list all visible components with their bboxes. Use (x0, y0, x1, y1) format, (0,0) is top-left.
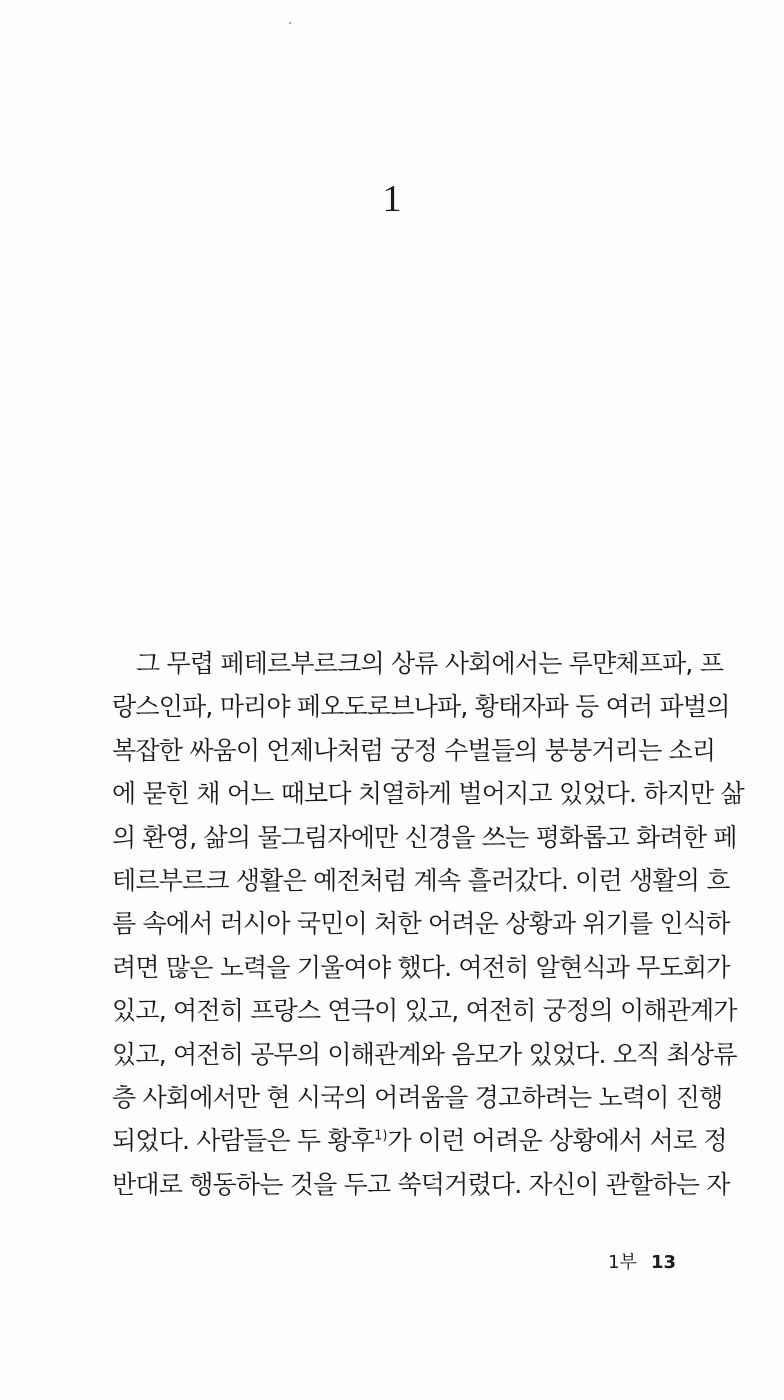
text-line: 테르부르크 생활은 예전처럼 계속 흘러갔다. 이런 생활의 흐 (112, 865, 730, 895)
text-line: 있고, 여전히 프랑스 연극이 있고, 여전히 궁정의 이해관계가 (112, 996, 737, 1026)
text-segment: 가 이런 어려운 상황에서 서로 정 (387, 1126, 727, 1156)
text-line: 의 환영, 삶의 물그림자에만 신경을 쓰는 평화롭고 화려한 페 (112, 822, 737, 852)
text-line: 에 묻힌 채 어느 때보다 치열하게 벌어지고 있었다. 하지만 삶 (112, 779, 744, 809)
text-line: 반대로 행동하는 것을 두고 쑥덕거렸다. 자신이 관할하는 자 (112, 1169, 730, 1199)
text-line-with-footnote (112, 1119, 727, 1162)
text-line: 그 무렵 페테르부르크의 상류 사회에서는 루먄체프파, 프 (136, 649, 724, 678)
body-paragraph (112, 642, 744, 1206)
text-line: 있고, 여전히 공무의 이해관계와 음모가 있었다. 오직 최상류 (112, 1039, 737, 1069)
text-line: 층 사회에서만 현 시국의 어려움을 경고하려는 노력이 진행 (112, 1082, 723, 1112)
paper-speck (289, 22, 291, 24)
part-label: 1부 (608, 1252, 637, 1273)
text-line: 려면 많은 노력을 기울여야 했다. 여전히 알현식과 무도회가 (112, 952, 730, 982)
chapter-number: 1 (382, 178, 402, 220)
text-line: 랑스인파, 마리야 페오도로브나파, 황태자파 등 여러 파벌의 (112, 692, 730, 722)
text-line: 복잡한 싸움이 언제나처럼 궁정 수벌들의 붕붕거리는 소리 (112, 735, 716, 765)
text-line: 름 속에서 러시아 국민이 처한 어려운 상황과 위기를 인식하 (112, 909, 730, 939)
text-segment: 되었다. 사람들은 두 황후 (112, 1126, 375, 1156)
page-number: 13 (650, 1252, 676, 1273)
page-footer (608, 1248, 676, 1274)
footnote-marker[interactable]: 1) (374, 1128, 388, 1144)
